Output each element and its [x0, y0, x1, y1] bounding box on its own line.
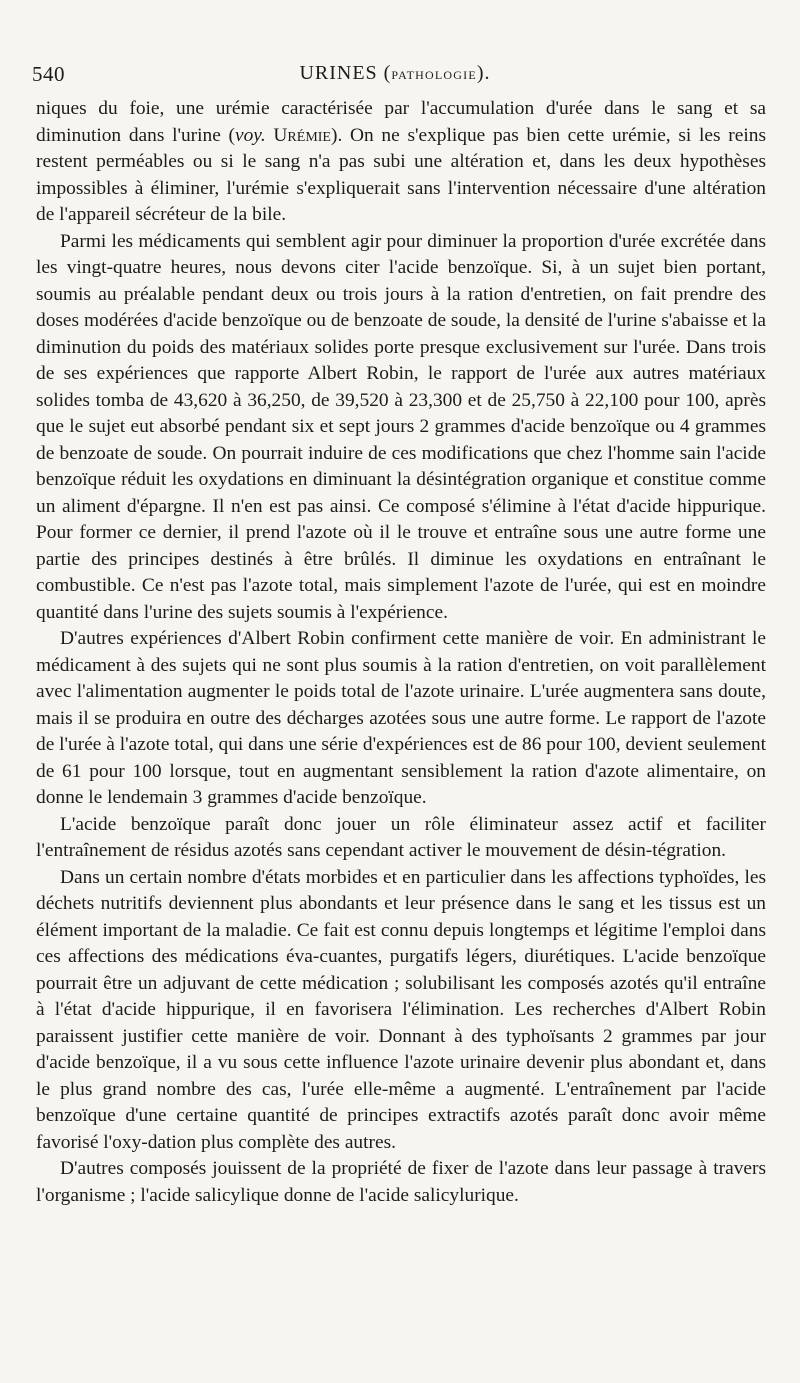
paragraph-text-part: niques du foie, une urémie caractérisée par l'accumulation d'urée dans le sang et sa diminution dans l'urine ( — [36, 98, 766, 146]
running-title-main: URINES ( — [299, 62, 392, 84]
paragraph: Parmi les médicaments qui semblent agir pour diminuer la proportion d'urée excrétée dans les vingt-quatre heures, nous devons citer l'acide benzoïque. Si, à un sujet bien portant, soumis au préalable pendant deux ou trois jours à la ration d'entretien, on fait prendre des doses modérées d'acide benzoïque ou de benzoate de soude, la densité de l'urine s'abaisse et la diminution du poids des matériaux solides porte presque exclusivement sur l'urée. Dans trois de ses expériences que rapporte Albert Robin, le rapport de l'urée aux autres matériaux solides tomba de 43,620 à 36,250, de 39,520 à 23,300 et de 25,750 à 22,100 pour 100, après que le sujet eut absorbé pendant six et sept jours 2 grammes d'acide benzoïque ou 4 grammes de benzoate de soude. On pourrait induire de ces modifications que chez l'homme sain l'acide benzoïque réduit les oxydations en diminuant la désintégration organique et constitue comme un aliment d'épargne. Il n'en est pas ainsi. Ce composé s'élimine à l'état d'acide hippurique. Pour former ce dernier, il prend l'azote où il le trouve et entraîne sous une autre forme une partie des principes destinés à être brûlés. Il diminue les oxydations en entraînant le combustible. Ce n'est pas l'azote total, mais simplement l'azote de l'urée, qui est en moindre quantité dans l'urine des sujets soumis à l'expérience. — [36, 230, 766, 623]
body-text — [36, 96, 766, 1209]
cross-reference-term: Urémie — [273, 124, 331, 146]
paragraph: L'acide benzoïque paraît donc jouer un rôle éliminateur assez actif et faciliter l'entraînement de résidus azotés sans cependant activer le mouvement de désin-tégration. — [36, 813, 766, 861]
paragraph-continuation — [36, 96, 766, 229]
paragraph: Dans un certain nombre d'états morbides et en particulier dans les affections typhoïdes, les déchets nutritifs deviennent plus abondants et leur présence dans le sang et les tissus est un élément important de la maladie. Ce fait est connu depuis longtemps et légitime l'emploi dans ces affections des médications éva-cuantes, purgatifs légers, diurétiques. L'acide benzoïque pourrait être un adjuvant de cette médication ; solubilisant les composés azotés qu'il entraîne à l'état d'acide hippurique, il en favorisera l'élimination. Les recherches d'Albert Robin paraissent justifier cette manière de voir. Donnant à des typhoïsants 2 grammes par jour d'acide benzoïque, il a vu sous cette influence l'azote urinaire devenir plus abondant et, dans le plus grand nombre des cas, l'urée elle-même a augmenté. L'entraînement par l'acide benzoïque d'une certaine quantité de principes extractifs azotés paraît donc avoir même favorisé l'oxy-dation plus complète des autres. — [36, 866, 766, 1153]
page-number: 540 — [32, 62, 65, 86]
paragraph: D'autres expériences d'Albert Robin confirment cette manière de voir. En administrant le médicament à des sujets qui ne sont plus soumis à la ration d'entretien, on voit parallèlement avec l'alimentation augmenter le poids total de l'azote urinaire. L'urée augmentera sans doute, mais il se produira en outre des décharges azotées sous une autre forme. Le rapport de l'azote de l'urée à l'azote total, qui dans une série d'expériences est de 86 pour 100, devient seulement de 61 pour 100 lorsque, tout en augmentant sensiblement la ration d'azote alimentaire, on donne le lendemain 3 grammes d'acide benzoïque. — [36, 628, 766, 808]
paragraph: D'autres composés jouissent de la propriété de fixer de l'azote dans leur passage à travers l'organisme ; l'acide salicylique donne de l'acide salicylurique. — [36, 1158, 766, 1206]
cross-reference-abbrev: voy. — [235, 124, 266, 146]
paragraph-text-part: ). On ne s'explique pas bien cette urémie, si les reins restent perméables ou si le sang n'a pas subi une altération et, dans les deux hypothèses impossibles à éliminer, l'urémie s'expliquerait sans l'intervention nécessaire d'une altération de l'appareil sécréteur de la bile. — [36, 124, 766, 225]
running-title — [30, 62, 760, 85]
running-title-end: ). — [476, 62, 491, 84]
running-title-subtitle: pathologie — [391, 64, 477, 83]
page-header — [30, 58, 760, 88]
